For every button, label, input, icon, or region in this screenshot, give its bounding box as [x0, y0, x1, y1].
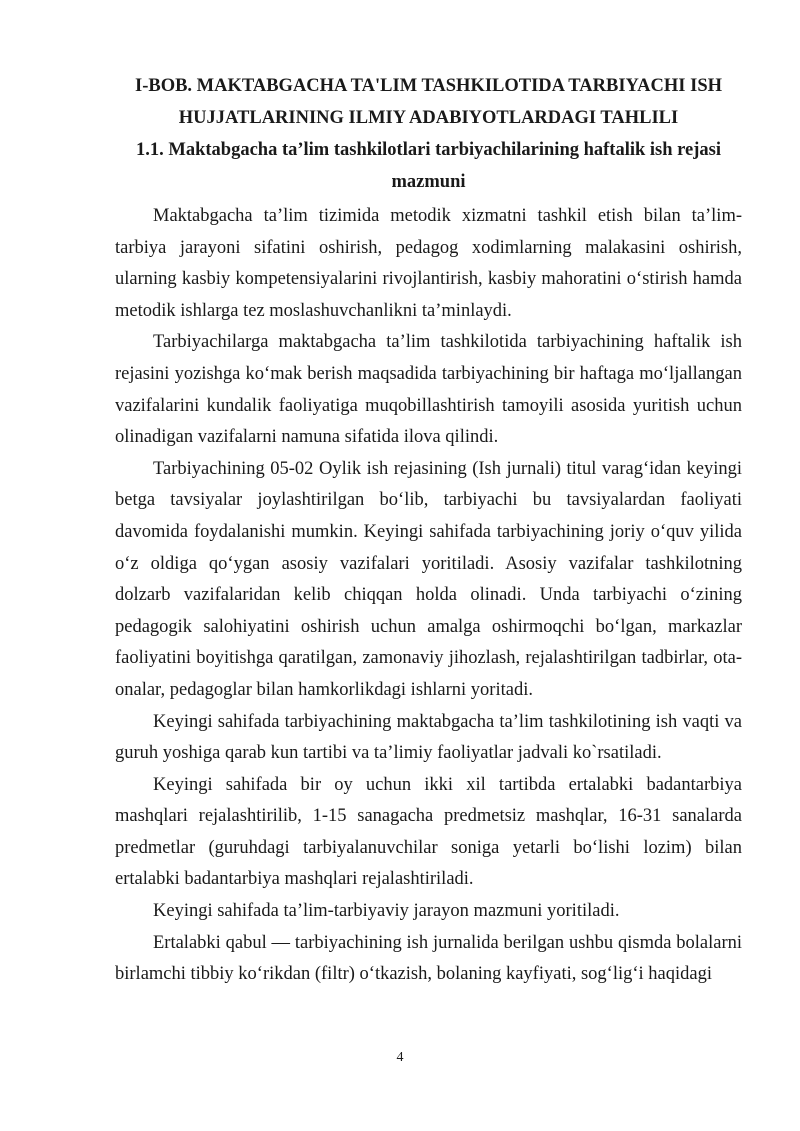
paragraph: Tarbiyachining 05-02 Oylik ish rejasining (Ish jurnali) titul varag‘idan keyingi betga tavsiyalar joylashtirilgan bo‘lib, tarbiyachi bu tavsiyalardan faoliyati davomida foydalanishi mumkin. Keyingi sahifada tarbiyachining joriy o‘quv yilida o‘z oldiga qo‘ygan asosiy vazifalari yoritiladi. Asosiy vazifalar tashkilotning dolzarb vazifalaridan kelib chiqqan holda olinadi. Unda tarbiyachi o‘zining pedagogik salohiyatini oshirish uchun amalga oshirmoqchi bo‘lgan, markazlar faoliyatini boyitishga qaratilgan, zamonaviy jihozlash, rejalashtirilgan tadbirlar, ota-onalar, pedagoglar bilan hamkorlikdagi ishlarni yoritadi.	[115, 458, 742, 700]
paragraph: Maktabgacha ta’lim tizimida metodik xizmatni tashkil etish bilan ta’lim-tarbiya jarayoni sifatini oshirish, pedagog xodimlarning malakasini oshirish, ularning kasbiy kompetensiyalarini rivojlantirish, kasbiy mahoratini o‘stirish hamda metodik ishlarga tez moslashuvchanlikni ta’minlaydi.	[115, 206, 742, 321]
section-title: 1.1. Maktabgacha ta’lim tashkilotlari tarbiyachilarining haftalik ish rejasi mazmuni	[136, 140, 721, 192]
paragraph: Keyingi sahifada bir oy uchun ikki xil tartibda ertalabki badantarbiya mashqlari rejalashtirilib, 1-15 sanagacha predmetsiz mashqlar, 16-31 sanalarda predmetlar (guruhdagi tarbiyalanuvchilar soniga yetarli bo‘lishi lozim) bilan ertalabki badantarbiya mashqlari rejalashtiriladi.	[115, 774, 742, 890]
paragraph: Keyingi sahifada tarbiyachining maktabgacha ta’lim tashkilotining ish vaqti va guruh yoshiga qarab kun tartibi va ta’limiy faoliyatlar jadvali ko`rsatiladi.	[115, 711, 742, 764]
page-number: 4	[396, 1050, 404, 1065]
paragraph: Tarbiyachilarga maktabgacha ta’lim tashkilotida tarbiyachining haftalik ish rejasini yozishga ko‘mak berish maqsadida tarbiyachining bir haftaga mo‘ljallangan vazifalarini kundalik faoliyatiga muqobillashtirish tamoyili asosida yuritish uchun olinadigan vazifalarni namuna sifatida ilova qilindi.	[115, 332, 742, 448]
paragraph: Keyingi sahifada ta’lim-tarbiyaviy jarayon mazmuni yoritiladi.	[153, 901, 620, 922]
chapter-title: I-BOB. MAKTABGACHA TA'LIM TASHKILOTIDA TARBIYACHI ISH HUJJATLARINING ILMIY ADABIYOTLARDAGI TAHLILI	[135, 76, 722, 128]
paragraph: Ertalabki qabul — tarbiyachining ish jurnalida berilgan ushbu qismda bolalarni birlamchi tibbiy ko‘rikdan (filtr) o‘tkazish, bolaning kayfiyati, sog‘lig‘i haqidagi	[115, 932, 742, 985]
